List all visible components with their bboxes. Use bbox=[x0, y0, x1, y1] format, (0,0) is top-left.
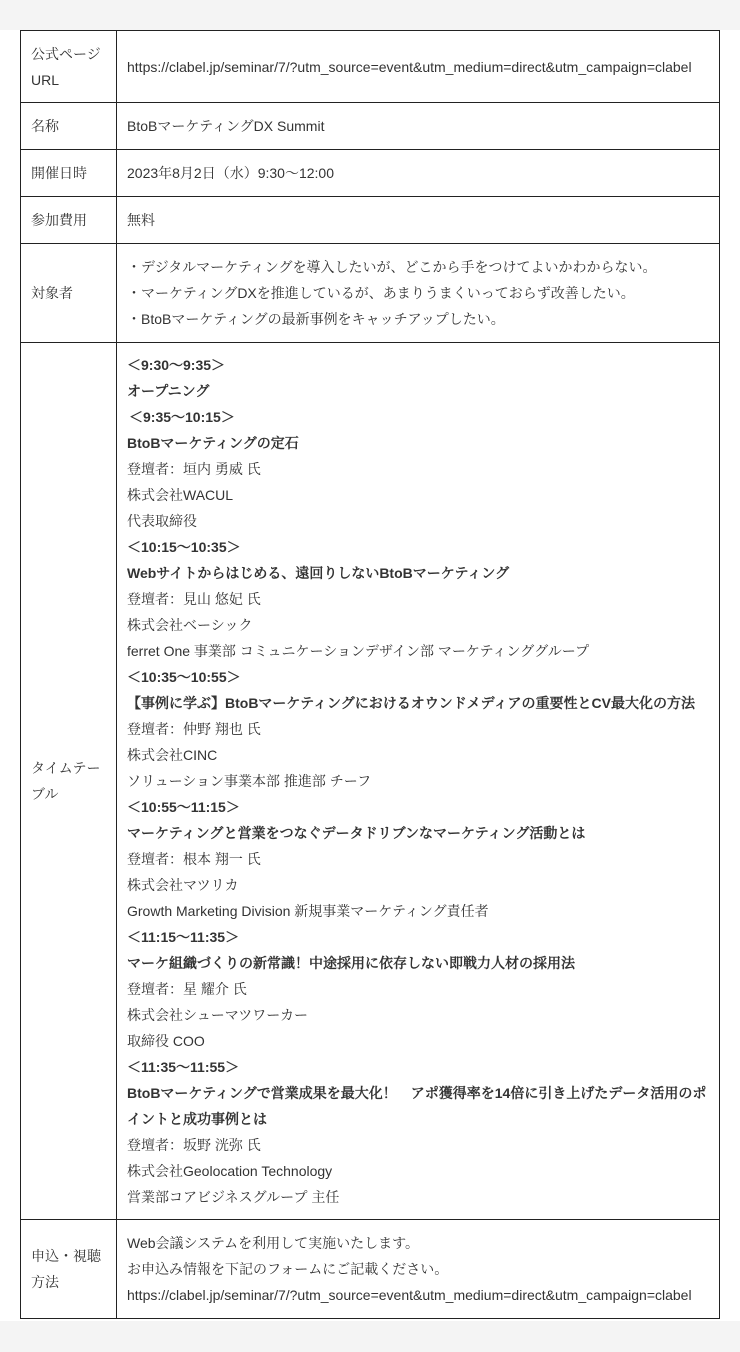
apply-content bbox=[117, 1220, 720, 1319]
target-item: ・デジタルマーケティングを導入したいが、どこから手をつけてよいかわからない。 bbox=[127, 259, 657, 275]
session-company: 株式会社CINC bbox=[127, 747, 218, 763]
session-company: 株式会社WACUL bbox=[127, 487, 234, 503]
table-row-fee bbox=[21, 197, 720, 244]
session-title: マーケ組織づくりの新常識！中途採用に依存しない即戦力人材の採用法 bbox=[127, 955, 575, 971]
session-position: 営業部コアビジネスグループ 主任 bbox=[127, 1189, 340, 1205]
session-title: マーケティングと営業をつなぐデータドリブンなマーケティング活動とは bbox=[127, 825, 586, 841]
event-fee: 無料 bbox=[117, 197, 720, 244]
row-label: 申込・視聴方法 bbox=[21, 1220, 117, 1319]
session-title: BtoBマーケティングで営業成果を最大化！ アポ獲得率を14倍に引き上げたデータ活用のポイントと成功事例とは bbox=[127, 1085, 707, 1127]
session-time: ＜11:15〜11:35＞ bbox=[127, 929, 240, 945]
table-row-date bbox=[21, 150, 720, 197]
event-datetime: 2023年8月2日（水）9:30〜12:00 bbox=[117, 150, 720, 197]
session-speaker: 登壇者：垣内 勇威 氏 bbox=[127, 461, 261, 477]
row-label: 参加費用 bbox=[21, 197, 117, 244]
document-sheet bbox=[0, 30, 740, 1321]
row-label: 開催日時 bbox=[21, 150, 117, 197]
session-title: Webサイトからはじめる、遠回りしないBtoBマーケティング bbox=[127, 565, 510, 581]
session-company: 株式会社ベーシック bbox=[127, 617, 253, 633]
session-time: ＜10:35〜10:55＞ bbox=[127, 669, 241, 685]
session-time: ＜10:15〜10:35＞ bbox=[127, 539, 241, 555]
session-speaker: 登壇者：根本 翔一 氏 bbox=[127, 851, 261, 867]
row-label: タイムテーブル bbox=[21, 343, 117, 1220]
session-company: 株式会社Geolocation Technology bbox=[127, 1163, 333, 1179]
table-row-target bbox=[21, 244, 720, 343]
apply-url-link[interactable]: https://clabel.jp/seminar/7/?utm_source=event&utm_medium=direct&utm_campaign=clabel bbox=[127, 1287, 692, 1303]
session-speaker: 登壇者：星 耀介 氏 bbox=[127, 981, 247, 997]
session-title: オープニング bbox=[127, 383, 210, 399]
timetable-content bbox=[117, 343, 720, 1220]
session-position: 取締役 COO bbox=[127, 1033, 205, 1049]
apply-text: お申込み情報を下記のフォームにご記載ください。 bbox=[127, 1261, 449, 1277]
session-title: BtoBマーケティングの定石 bbox=[127, 435, 299, 451]
event-name: BtoBマーケティングDX Summit bbox=[117, 103, 720, 150]
table-row-official-url bbox=[21, 31, 720, 103]
session-time: ＜10:55〜11:15＞ bbox=[127, 799, 240, 815]
session-company: 株式会社シューマツワーカー bbox=[127, 1007, 309, 1023]
session-speaker: 登壇者：仲野 翔也 氏 bbox=[127, 721, 261, 737]
target-audience-list bbox=[117, 244, 720, 343]
session-speaker: 登壇者：見山 悠妃 氏 bbox=[127, 591, 261, 607]
row-label: 名称 bbox=[21, 103, 117, 150]
session-company: 株式会社マツリカ bbox=[127, 877, 239, 893]
session-speaker: 登壇者：坂野 洸弥 氏 bbox=[127, 1137, 261, 1153]
target-item: ・マーケティングDXを推進しているが、あまりうまくいっておらず改善したい。 bbox=[127, 285, 635, 301]
table-row-apply bbox=[21, 1220, 720, 1319]
target-item: ・BtoBマーケティングの最新事例をキャッチアップしたい。 bbox=[127, 311, 505, 327]
session-time: ＜9:30〜9:35＞ bbox=[127, 357, 226, 373]
session-position: ferret One 事業部 コミュニケーションデザイン部 マーケティンググループ bbox=[127, 643, 590, 659]
apply-text: Web会議システムを利用して実施いたします。 bbox=[127, 1235, 420, 1251]
session-time: ＜9:35〜10:15＞ bbox=[129, 409, 235, 425]
table-row-timetable bbox=[21, 343, 720, 1220]
table-row-name bbox=[21, 103, 720, 150]
session-position: ソリューション事業本部 推進部 チーフ bbox=[127, 773, 372, 789]
session-position: Growth Marketing Division 新規事業マーケティング責任者 bbox=[127, 903, 489, 919]
session-title: 【事例に学ぶ】BtoBマーケティングにおけるオウンドメディアの重要性とCV最大化の方法 bbox=[127, 695, 695, 711]
row-label: 対象者 bbox=[21, 244, 117, 343]
official-page-url-link[interactable]: https://clabel.jp/seminar/7/?utm_source=event&utm_medium=direct&utm_campaign=clabel bbox=[117, 31, 720, 103]
session-position: 代表取締役 bbox=[127, 513, 197, 529]
seminar-info-table bbox=[20, 30, 720, 1319]
session-time: ＜11:35〜11:55＞ bbox=[127, 1059, 240, 1075]
row-label: 公式ページURL bbox=[21, 31, 117, 103]
